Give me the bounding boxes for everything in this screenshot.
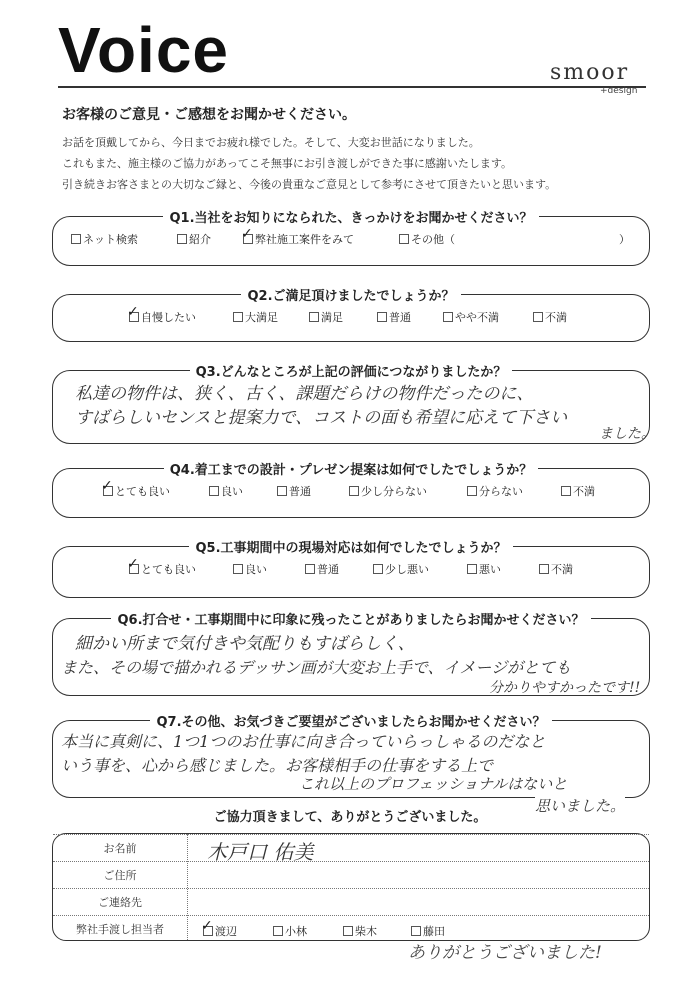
checkbox-icon — [399, 234, 409, 244]
checkbox-icon — [277, 486, 287, 496]
staff-option[interactable]: 藤田 — [411, 923, 445, 939]
handwritten-answer: いう事を、心から感じました。お客様相手の仕事をする上で — [61, 756, 494, 775]
checkbox-checked-icon — [129, 564, 139, 574]
handwritten-thanks: ありがとうございました! — [408, 943, 602, 963]
brand-logo: smoor — [550, 60, 630, 85]
closing-message: ご協力頂きまして、ありがとうございました。 — [213, 810, 487, 825]
title-divider — [58, 86, 646, 88]
q2-option[interactable]: 普通 — [377, 309, 411, 325]
checkbox-checked-icon — [129, 312, 139, 322]
checkbox-icon — [377, 312, 387, 322]
checkbox-icon — [177, 234, 187, 244]
checkbox-icon — [273, 926, 283, 936]
staff-option[interactable]: 小林 — [273, 923, 307, 939]
q4-option[interactable]: 少し分らない — [349, 483, 427, 499]
q2-option[interactable]: 満足 — [309, 309, 343, 325]
checkbox-icon — [349, 486, 359, 496]
checkbox-icon — [233, 564, 243, 574]
question-5-title: Q5.工事期間中の現場対応は如何でしたでしょうか？ — [189, 541, 512, 556]
contact-label: ご連絡先 — [98, 896, 142, 909]
q2-option[interactable]: やや不満 — [443, 309, 499, 325]
question-3-title: Q3.どんなところが上記の評価につながりましたか？ — [190, 365, 513, 380]
question-4-title: Q4.着工までの設計・プレゼン提案は如何でしたでしょうか？ — [164, 463, 539, 478]
q1-option[interactable]: その他（ — [399, 231, 455, 247]
checkbox-checked-icon — [103, 486, 113, 496]
question-1-title: Q1.当社をお知りになられた、きっかけをお聞かせください？ — [163, 211, 538, 226]
q1-option[interactable]: 紹介 — [177, 231, 211, 247]
checkbox-icon — [373, 564, 383, 574]
staff-option[interactable]: ✓ 渡辺 — [203, 923, 237, 939]
question-6 — [52, 613, 650, 696]
question-7 — [52, 715, 650, 815]
question-6-title: Q6.打合せ・工事期間中に印象に残ったことがありましたらお聞かせください？ — [111, 613, 590, 628]
intro-line: お話を頂戴してから、今日までお疲れ様でした。そして、大変お世話になりました。 — [62, 136, 480, 149]
q1-option[interactable]: ネット検索 — [71, 231, 138, 247]
checkbox-icon — [71, 234, 81, 244]
customer-info-table — [52, 833, 650, 941]
handwritten-answer: 細かい所まで気付きや気配りもすばらしく、 — [75, 634, 415, 654]
handwritten-answer: これ以上のプロフェッショナルはないと — [299, 775, 568, 793]
staff-option[interactable]: 柴木 — [343, 923, 377, 939]
question-1 — [52, 211, 650, 266]
q2-option[interactable]: ✓自慢したい — [129, 309, 196, 325]
checkbox-icon — [233, 312, 243, 322]
address-label: ご住所 — [103, 869, 137, 882]
handwritten-answer: ました。 — [599, 426, 655, 442]
q2-option[interactable]: 不満 — [533, 309, 567, 325]
q5-option[interactable]: ✓とても良い — [129, 561, 196, 577]
handwritten-answer: 私達の物件は、狭く、古く、課題だらけの物件だったのに、 — [75, 384, 534, 404]
intro-heading: お客様のご意見・ご感想をお聞かせください。 — [62, 107, 356, 123]
checkbox-icon — [443, 312, 453, 322]
checkbox-icon — [309, 312, 319, 322]
q5-option[interactable]: 少し悪い — [373, 561, 429, 577]
name-field[interactable]: 木戸口 佑美 — [207, 840, 314, 864]
handwritten-answer: 分かりやすかったです!! — [489, 680, 641, 696]
checkbox-icon — [305, 564, 315, 574]
table-row — [53, 888, 649, 916]
page-title: Voice — [58, 14, 229, 86]
intro-line: これもまた、施主様のご協力があってこそ無事にお引き渡しができた事に感謝いたします。 — [62, 157, 513, 170]
checkbox-icon — [209, 486, 219, 496]
q1-option-close: ） — [619, 233, 630, 246]
q5-option[interactable]: 不満 — [539, 561, 573, 577]
q4-option[interactable]: 普通 — [277, 483, 311, 499]
question-2-title: Q2.ご満足頂けましたでしょうか？ — [241, 289, 460, 304]
checkbox-icon — [411, 926, 421, 936]
intro-line: 引き続きお客さまとの大切なご縁と、今後の貴重なご意見として参考にさせて頂きたいと思います。 — [62, 178, 557, 191]
checkbox-icon — [539, 564, 549, 574]
checkbox-checked-icon — [203, 926, 213, 936]
handwritten-answer: 思いました。 — [535, 797, 626, 815]
q2-option[interactable]: 大満足 — [233, 309, 278, 325]
q5-option[interactable]: 普通 — [305, 561, 339, 577]
handwritten-answer: すばらしいセンスと提案力で、コストの面も希望に応えて下さい — [75, 408, 568, 428]
checkbox-checked-icon — [243, 234, 253, 244]
checkbox-icon — [467, 564, 477, 574]
staff-label: 弊社手渡し担当者 — [76, 923, 164, 936]
checkbox-icon — [467, 486, 477, 496]
brand-logo-sub: +design — [600, 86, 638, 96]
checkbox-icon — [561, 486, 571, 496]
q5-option[interactable]: 悪い — [467, 561, 501, 577]
question-5 — [52, 541, 650, 598]
checkbox-icon — [533, 312, 543, 322]
table-row — [53, 861, 649, 889]
table-row — [53, 834, 649, 862]
q4-option[interactable]: 不満 — [561, 483, 595, 499]
checkbox-icon — [343, 926, 353, 936]
q5-option[interactable]: 良い — [233, 561, 267, 577]
q1-option[interactable]: ✓ 弊社施工案件をみて — [243, 231, 354, 247]
question-4 — [52, 463, 650, 518]
question-7-title: Q7.その他、お気づきご要望がございましたらお聞かせください？ — [150, 715, 551, 730]
name-label: お名前 — [103, 842, 137, 855]
handwritten-answer: 本当に真剣に、1つ1つのお仕事に向き合っていらっしゃるのだなと — [61, 732, 546, 751]
question-3 — [52, 365, 655, 444]
question-2 — [52, 289, 650, 342]
q4-option[interactable]: ✓とても良い — [103, 483, 170, 499]
q4-option[interactable]: 分らない — [467, 483, 523, 499]
handwritten-answer: また、その場で描かれるデッサン画が大変お上手で、イメージがとても — [61, 658, 572, 677]
q4-option[interactable]: 良い — [209, 483, 243, 499]
